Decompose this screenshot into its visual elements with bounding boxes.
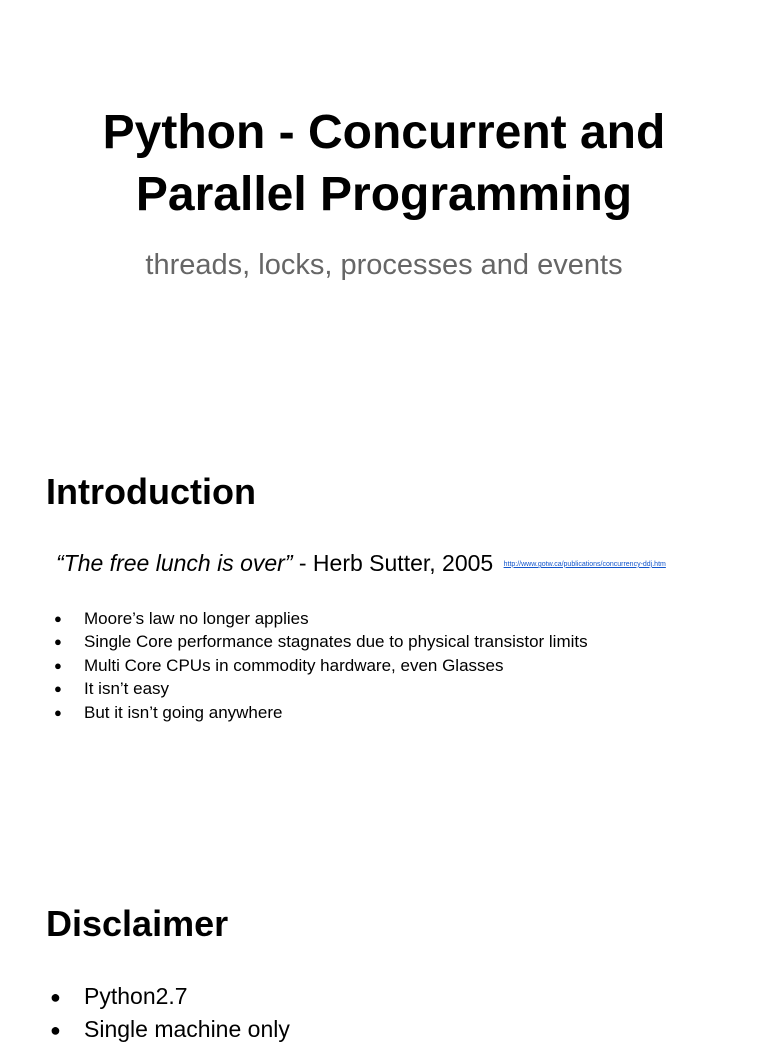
bullet-icon: ● — [54, 611, 62, 626]
list-item-text: Single Core performance stagnates due to physical transistor limits — [84, 632, 588, 652]
page-title-line-2: Parallel Programming — [135, 168, 633, 221]
list-item — [54, 701, 588, 724]
bullet-icon: ● — [54, 681, 62, 697]
list-item — [54, 607, 588, 630]
list-item-text: Python2.7 — [84, 983, 188, 1009]
introduction-bullet-list — [54, 607, 588, 724]
list-item — [50, 1013, 290, 1046]
quote-line — [56, 547, 666, 581]
list-item-text: Single machine only — [84, 1016, 290, 1042]
quote-text: “The free lunch is over” — [56, 550, 293, 576]
list-item — [50, 980, 290, 1013]
list-item — [54, 677, 588, 700]
disclaimer-heading: Disclaimer — [46, 903, 229, 944]
bullet-icon: ● — [50, 1020, 61, 1040]
list-item-text: Multi Core CPUs in commodity hardware, even Glasses — [84, 655, 504, 675]
title-block — [0, 102, 768, 226]
page-title — [0, 102, 768, 226]
page-title-line-1: Python - Concurrent and — [102, 106, 666, 159]
list-item — [54, 630, 588, 653]
bullet-icon: ● — [54, 634, 62, 650]
bullet-icon: ● — [54, 704, 62, 720]
list-item-text: Moore’s law no longer applies — [84, 609, 309, 628]
list-item-text: It isn’t easy — [84, 679, 170, 699]
source-link[interactable]: http://www.gotw.ca/publications/concurrency-ddj.htm — [503, 560, 666, 568]
list-item-text: But it isn’t going anywhere — [84, 702, 283, 722]
page-subtitle: threads, locks, processes and events — [145, 249, 623, 281]
list-item — [54, 654, 588, 677]
quote-attribution: - Herb Sutter, 2005 — [292, 550, 494, 576]
bullet-icon: ● — [50, 987, 61, 1007]
bullet-icon: ● — [54, 657, 62, 673]
disclaimer-bullet-list — [50, 980, 290, 1046]
introduction-heading: Introduction — [46, 471, 256, 512]
